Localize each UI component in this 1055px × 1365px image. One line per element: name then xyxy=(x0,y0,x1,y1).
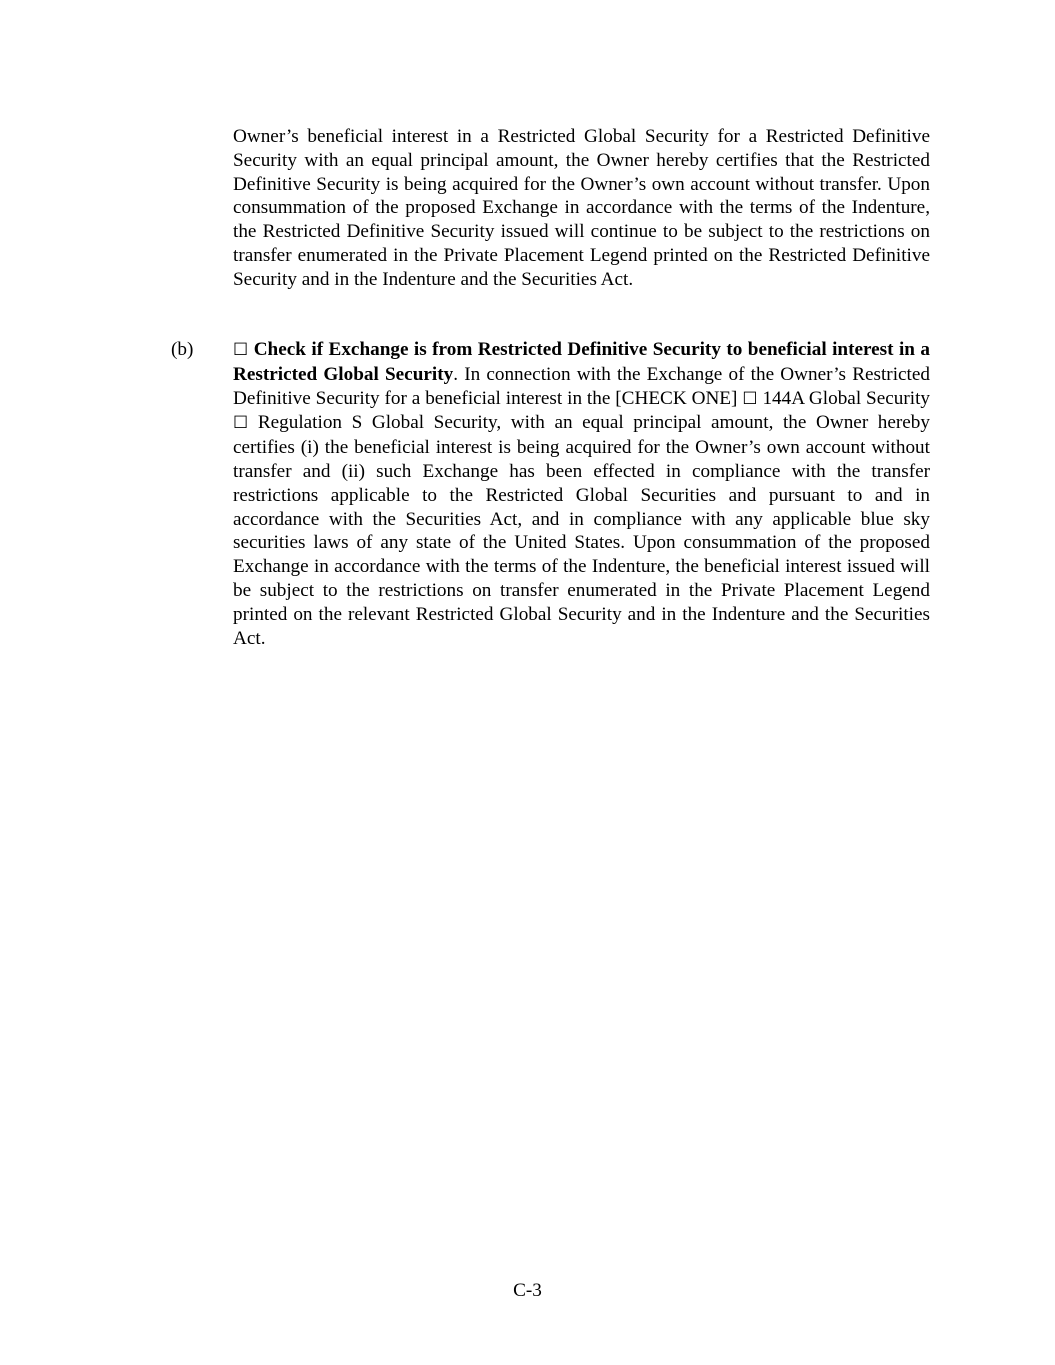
item-b-text-part2: , with an equal principal amount, the Owner hereby certifies (i) the beneficial interest is being acquired for the Owner’s own account without transfer and (ii) such Exchange has been effected in compliance with the transfer restrictions applicable to the Restricted Global Securities and pursuant to and in accordance with the Securities Act, and in compliance with any applicable blue sky securities laws of any state of the United States. Upon consummation of the proposed Exchange in accordance with the terms of the Indenture, the beneficial interest issued will be subject to the restrictions on transfer enumerated in the Private Placement Legend printed on the relevant Restricted Global Security and in the Indenture and the Securities Act. xyxy=(233,412,930,649)
page-number: C-3 xyxy=(513,1280,542,1301)
item-b-text-part1: . In connection with the Exchange of the Owner’s Restricted Definitive Security for a beneficial interest in the [CHECK ONE] xyxy=(233,363,930,409)
regulation-s-checkbox[interactable]: ☐ xyxy=(233,413,249,434)
item-b-marker: (b) xyxy=(171,339,194,360)
144a-checkbox[interactable]: ☐ xyxy=(742,388,758,409)
continued-paragraph: Owner’s beneficial interest in a Restricted Global Security for a Restricted Definitive Security with an equal principal amount, the Owner hereby certifies that the Restricted Definitive Security is being acquired for the Owner’s own account without transfer. Upon consummation of the proposed Exchange in accordance with the terms of the Indenture, the Restricted Definitive Security issued will continue to be subject to the restrictions on transfer enumerated in the Private Placement Legend printed on the Restricted Definitive Security and in the Indenture and the Securities Act. xyxy=(233,126,930,290)
regulation-s-option-label: Regulation S Global Security xyxy=(248,412,497,434)
item-b-heading: Check if Exchange is from Restricted Definitive Security to beneficial interest in a Restricted Global Security xyxy=(233,339,931,385)
144a-option-label: 144A Global Security xyxy=(757,387,930,409)
item-b-paragraph xyxy=(233,338,930,650)
exchange-checkbox[interactable]: ☐ xyxy=(233,340,249,360)
